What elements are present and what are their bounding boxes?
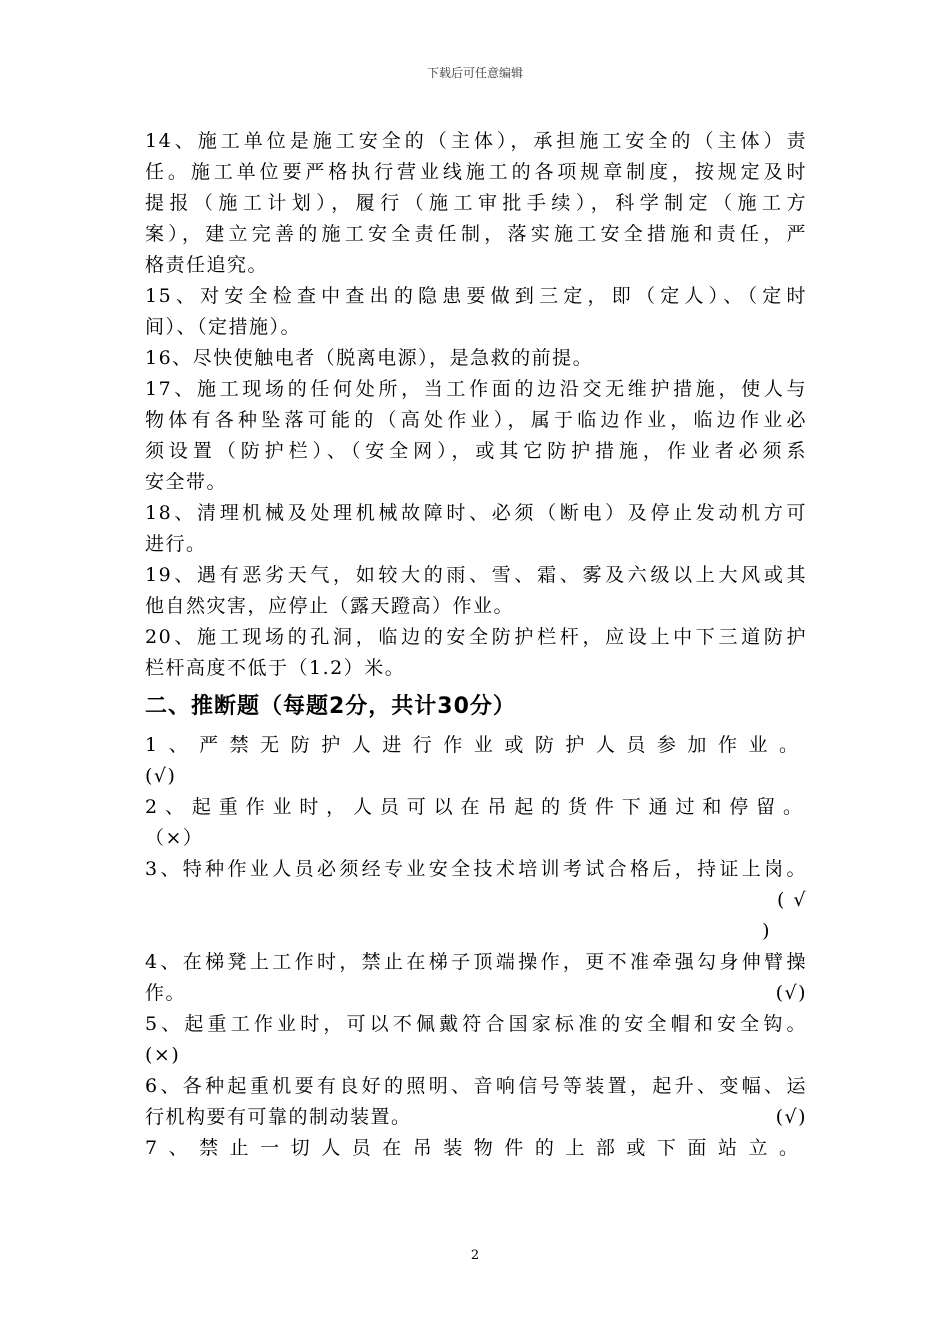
text-line: 提报（施工计划），履行（施工审批手续），科学制定（施工方 [145, 192, 807, 214]
page-number: 2 [470, 1248, 480, 1263]
text-line: 20、施工现场的孔洞，临边的安全防护栏杆，应设上中下三道防护 [145, 626, 807, 648]
question-line: 6、各种起重机要有良好的照明、音响信号等装置，起升、变幅、运 [145, 1075, 807, 1097]
text-line: 16、尽快使触电者（脱离电源），是急救的前提。 [145, 347, 594, 369]
text-line: 物体有各种坠落可能的（高处作业），属于临边作业，临边作业必 [145, 409, 807, 431]
page-header: 下载后可任意编辑 [426, 66, 523, 80]
text-line: 18、清理机械及处理机械故障时、必须（断电）及停止发动机方可 [145, 502, 807, 524]
text-line: 格责任追究。 [145, 254, 269, 276]
document-body [145, 126, 807, 1164]
question-line: 4、在梯凳上工作时，禁止在梯子顶端操作，更不准牵强勾身伸臂操 [145, 951, 807, 973]
answer-mark: (√) [145, 765, 177, 787]
question-row [145, 1102, 807, 1133]
answer-mark: ) [762, 920, 771, 942]
answer-mark: (√) [775, 1106, 807, 1128]
text-line: 任。施工单位要严格执行营业线施工的各项规章制度，按规定及时 [145, 161, 807, 183]
answer-mark: (√) [775, 982, 807, 1004]
question-line: 行机构要有可靠的制动装置。 [145, 1106, 412, 1128]
question-line: 2、起重作业时，人员可以在吊起的货件下通过和停留。 [145, 796, 807, 818]
text-line: 14、施工单位是施工安全的（主体），承担施工安全的（主体）责 [145, 130, 807, 152]
text-line: 安全带。 [145, 471, 228, 493]
question-line: 5、起重工作业时，可以不佩戴符合国家标准的安全帽和安全钩。 [145, 1013, 807, 1035]
text-line: 17、施工现场的任何处所，当工作面的边沿交无维护措施，使人与 [145, 378, 807, 400]
question-line: 3、特种作业人员必须经专业安全技术培训考试合格后，持证上岗。 [145, 858, 807, 880]
text-line: 案），建立完善的施工安全责任制，落实施工安全措施和责任，严 [145, 223, 807, 245]
text-line: 他自然灾害，应停止（露天蹬高）作业。 [145, 595, 515, 617]
text-line: 须设置（防护栏）、（安全网），或其它防护措施，作业者必须系 [145, 440, 807, 462]
question-line: 7、禁止一切人员在吊装物件的上部或下面站立。 [145, 1137, 807, 1159]
answer-mark: （×） [145, 827, 204, 849]
text-line: 栏杆高度不低于（1.2）米。 [145, 657, 406, 679]
section-heading: 二、推断题（每题2分，共计30分） [145, 694, 516, 719]
question-line: 作。 [145, 982, 187, 1004]
answer-mark: ( √ [776, 889, 807, 911]
text-line: 进行。 [145, 533, 207, 555]
text-line: 19、遇有恶劣天气，如较大的雨、雪、霜、雾及六级以上大风或其 [145, 564, 807, 586]
text-line: 间）、（定措施）。 [145, 316, 302, 338]
answer-mark: (×) [145, 1044, 181, 1066]
question-row [145, 978, 807, 1009]
question-line: 1、严禁无防护人进行作业或防护人员参加作业。 [145, 734, 807, 756]
text-line: 15、对安全检查中查出的隐患要做到三定，即（定人）、（定时 [145, 285, 807, 307]
